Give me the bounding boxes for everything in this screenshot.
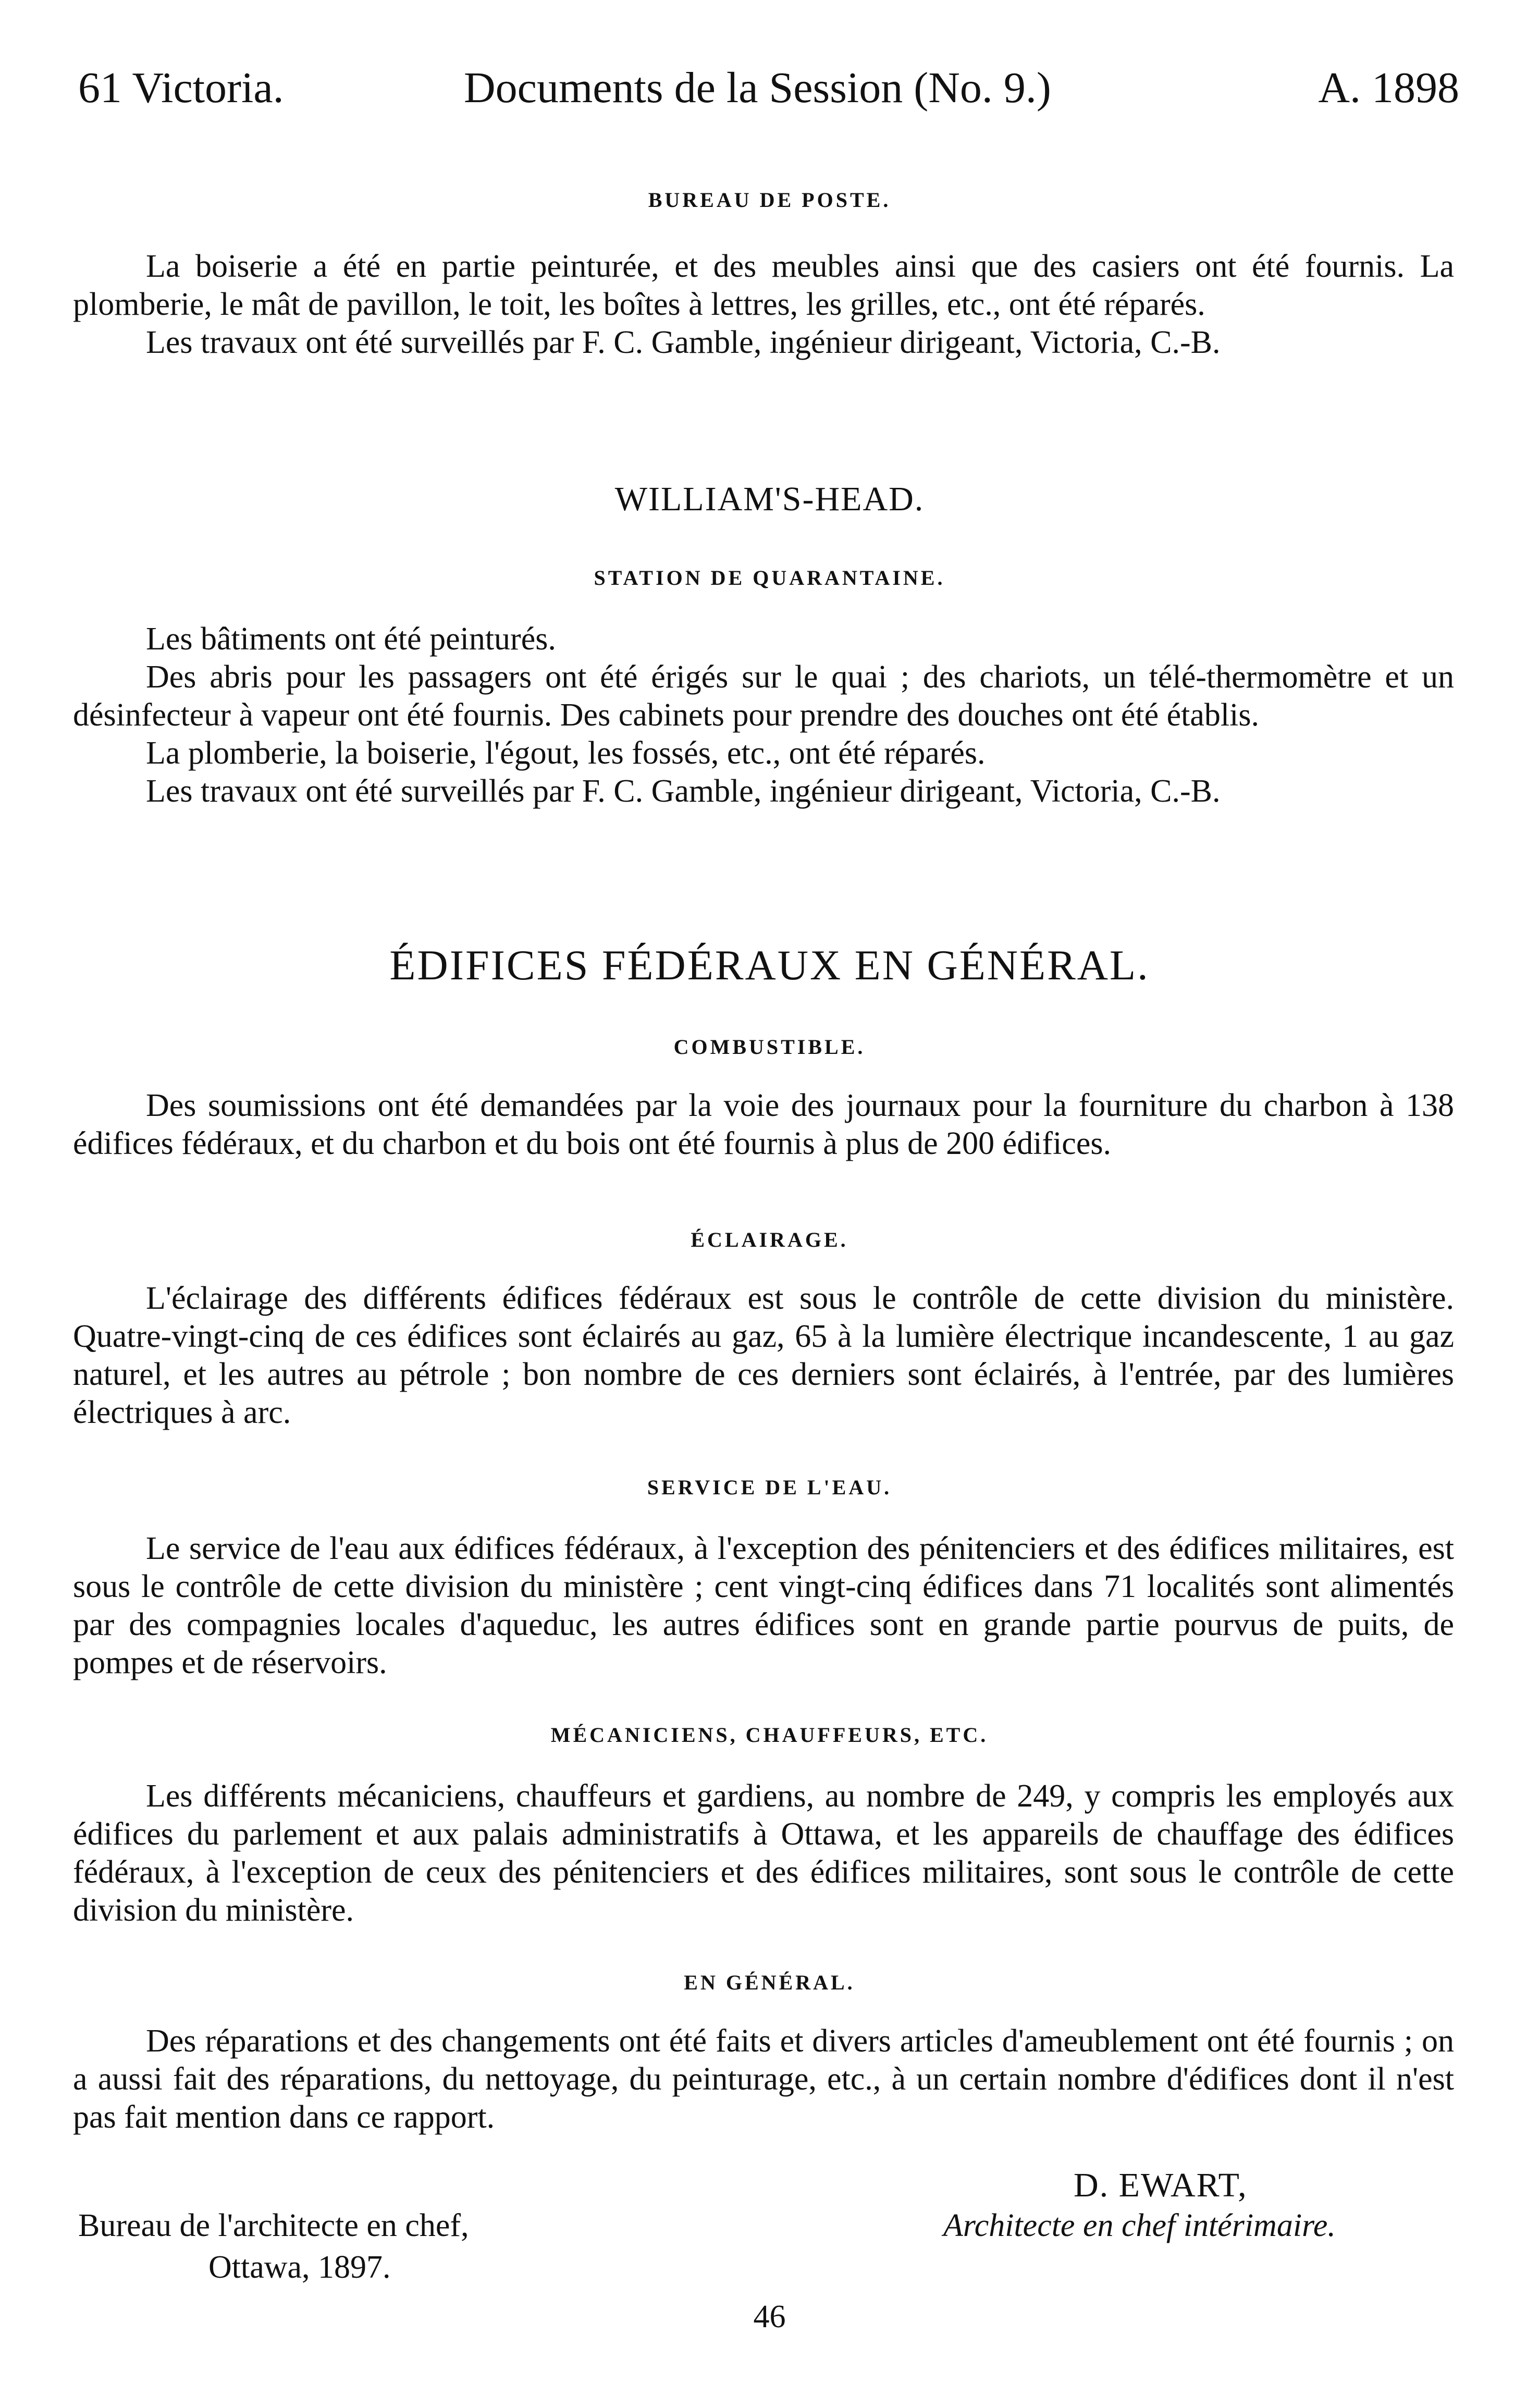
heading-mecaniciens: MÉCANICIENS, CHAUFFEURS, ETC.: [550, 1723, 989, 1747]
header-title: Documents de la Session (No. 9.): [464, 64, 1051, 112]
signature-office: Bureau de l'architecte en chef,: [78, 2208, 469, 2243]
heading-edifices-federaux: ÉDIFICES FÉDÉRAUX EN GÉNÉRAL.: [389, 941, 1150, 989]
header-volume: 61 Victoria.: [78, 64, 284, 112]
heading-station-quarantaine: STATION DE QUARANTAINE.: [594, 566, 945, 589]
section-en-general: [73, 2022, 1454, 2136]
header-year: A. 1898: [1318, 64, 1459, 112]
signature-title: Architecte en chef intérimaire.: [943, 2208, 1336, 2243]
paragraph: L'éclairage des différents édifices fédéraux est sous le contrôle de cette division du ministère. Quatre-vingt-cinq de ces édifices sont éclairés au gaz, 65 à la lumière électrique incandescente, 1 au gaz naturel, et les autres au pétrole ; bon nombre de ces derniers sont éclairés, à l'entrée, par des lumières électriques à arc.: [73, 1281, 1454, 1430]
paragraph: La plomberie, la boiserie, l'égout, les fossés, etc., ont été réparés.: [146, 735, 986, 771]
section-williams-head: [73, 620, 1454, 810]
signature-place-date: Ottawa, 1897.: [208, 2250, 391, 2285]
running-header: [78, 63, 1459, 120]
paragraph: La boiserie a été en partie peinturée, et des meubles ainsi que des casiers ont été fournis. La plomberie, le mât de pavillon, le toit, les boîtes à lettres, les grilles, etc., ont été réparés.: [73, 249, 1454, 322]
paragraph: Les travaux ont été surveillés par F. C. Gamble, ingénieur dirigeant, Victoria, C.-B.: [146, 773, 1221, 809]
heading-bureau-de-poste: BUREAU DE POSTE.: [648, 188, 891, 212]
heading-en-general: EN GÉNÉRAL.: [684, 1971, 855, 1994]
paragraph: Les travaux ont été surveillés par F. C. Gamble, ingénieur dirigeant, Victoria, C.-B.: [146, 325, 1221, 360]
section-bureau-de-poste: [73, 248, 1454, 362]
heading-service-eau: SERVICE DE L'EAU.: [647, 1476, 892, 1499]
section-combustible: [73, 1087, 1454, 1163]
paragraph: Des soumissions ont été demandées par la voie des journaux pour la fourniture du charbon à 138 édifices fédéraux, et du charbon et du bois ont été fournis à plus de 200 édifices.: [73, 1088, 1454, 1161]
paragraph: Le service de l'eau aux édifices fédéraux, à l'exception des pénitenciers et des édifices militaires, est sous le contrôle de cette division du ministère ; cent vingt-cinq édifices dans 71 localités sont alimentés par des compagnies locales d'aqueduc, les autres édifices sont en grande partie pourvus de puits, de pompes et de réservoirs.: [73, 1531, 1454, 1680]
signature-name: D. EWART,: [1074, 2166, 1248, 2204]
heading-eclairage: ÉCLAIRAGE.: [691, 1228, 848, 1251]
section-mecaniciens: [73, 1777, 1454, 1930]
paragraph: Les bâtiments ont été peinturés.: [146, 621, 556, 657]
paragraph: Des réparations et des changements ont été faits et divers articles d'ameublement ont été fournis ; on a aussi fait des réparations, du nettoyage, du peinturage, etc., à un certain nombre d'édifices dont il n'est pas fait mention dans ce rapport.: [73, 2023, 1454, 2135]
section-eclairage: [73, 1280, 1454, 1432]
paragraph: Des abris pour les passagers ont été érigés sur le quai ; des chariots, un télé-thermomètre et un désinfecteur à vapeur ont été fournis. Des cabinets pour prendre des douches ont été établis.: [73, 659, 1454, 733]
page-number: 46: [753, 2299, 786, 2335]
section-service-eau: [73, 1530, 1454, 1682]
heading-williams-head: WILLIAM'S-HEAD.: [614, 480, 925, 518]
paragraph: Les différents mécaniciens, chauffeurs et gardiens, au nombre de 249, y compris les employés aux édifices du parlement et aux palais administratifs à Ottawa, et les appareils de chauffage des édifices fédéraux, à l'exception de ceux des pénitenciers et des édifices militaires, sont sous le contrôle de cette division du ministère.: [73, 1778, 1454, 1928]
heading-combustible: COMBUSTIBLE.: [673, 1035, 866, 1059]
